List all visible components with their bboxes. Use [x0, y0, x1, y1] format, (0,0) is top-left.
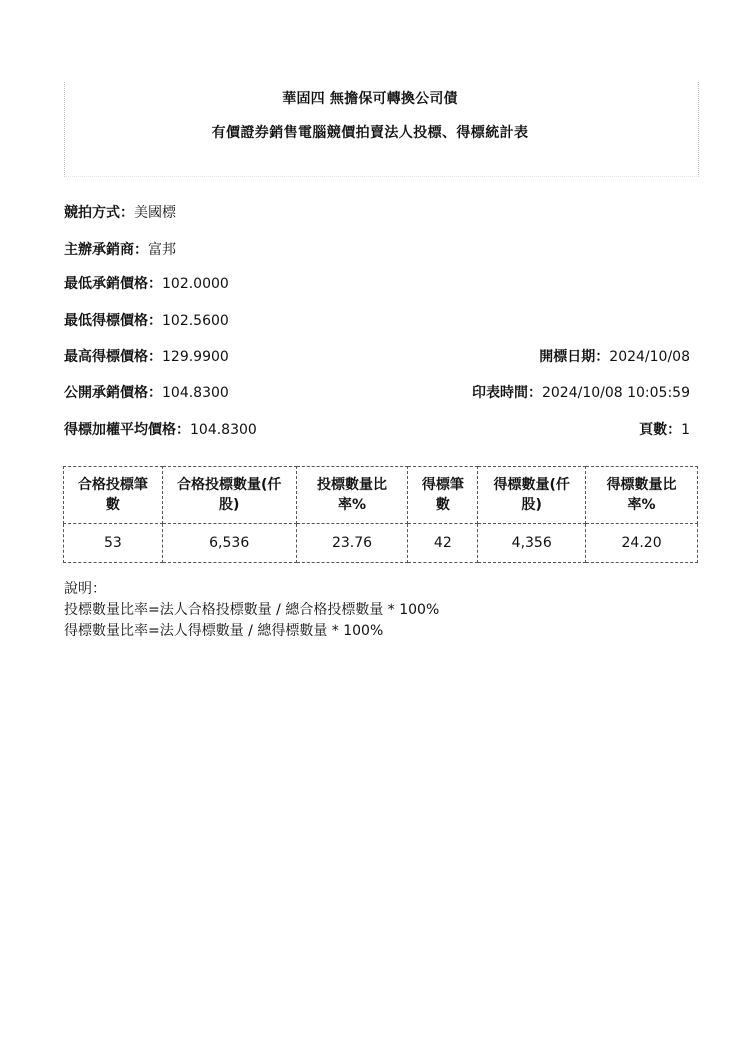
- field-weighted-avg-winning-price: [64, 419, 257, 439]
- field-value: 2024/10/08 10:05:59: [541, 385, 690, 401]
- field-min-winning-price: [64, 310, 229, 330]
- field-label: 得標加權平均價格：: [64, 422, 190, 438]
- field-label: 頁數：: [639, 422, 682, 438]
- field-min-underwriting-price: [64, 273, 229, 293]
- field-auction-method: [64, 202, 176, 222]
- field-value: 102.5600: [162, 313, 229, 329]
- header-winning-bid-count: 得標筆 數: [408, 467, 478, 524]
- field-public-underwriting-price: [64, 382, 229, 402]
- header-bid-quantity-ratio: 投標數量比 率%: [296, 467, 408, 524]
- field-max-winning-price: [64, 346, 229, 366]
- cell-winning-quantity-ratio: 24.20: [586, 524, 698, 563]
- field-value: 富邦: [148, 242, 176, 258]
- notes-heading: 說明：: [64, 581, 106, 597]
- field-value: 2024/10/08: [609, 349, 690, 365]
- table-row: [64, 524, 698, 563]
- field-value: 104.8300: [190, 422, 257, 438]
- cell-qualified-bid-count: 53: [64, 524, 163, 563]
- field-label: 印表時間：: [471, 385, 542, 401]
- field-value: 1: [681, 422, 690, 438]
- notes-section: [64, 579, 439, 642]
- field-label: 開標日期：: [539, 349, 610, 365]
- statistics-table: [63, 466, 698, 563]
- field-label: 公開承銷價格：: [64, 385, 162, 401]
- field-value: 102.0000: [162, 276, 229, 292]
- table-header-row: [64, 467, 698, 524]
- field-lead-underwriter: [64, 239, 176, 259]
- header-qualified-bid-count: 合格投標筆 數: [64, 467, 163, 524]
- header-qualified-bid-quantity: 合格投標數量(仟 股): [162, 467, 296, 524]
- field-page-number: [639, 419, 690, 439]
- cell-winning-quantity: 4,356: [478, 524, 586, 563]
- header-winning-quantity-ratio: 得標數量比 率%: [586, 467, 698, 524]
- field-label: 主辦承銷商：: [64, 242, 148, 258]
- field-label: 最低得標價格：: [64, 313, 162, 329]
- cell-winning-bid-count: 42: [408, 524, 478, 563]
- field-label: 最低承銷價格：: [64, 276, 162, 292]
- field-label: 最高得標價格：: [64, 349, 162, 365]
- cell-qualified-bid-quantity: 6,536: [162, 524, 296, 563]
- header-winning-quantity: 得標數量(仟 股): [478, 467, 586, 524]
- field-opening-date: [539, 346, 690, 366]
- cell-bid-quantity-ratio: 23.76: [296, 524, 408, 563]
- field-print-time: [472, 382, 690, 402]
- document-title: 華固四 無擔保可轉換公司債: [282, 91, 458, 107]
- note-line-bid-ratio: 投標數量比率=法人合格投標數量 / 總合格投標數量 * 100%: [64, 602, 440, 618]
- field-value: 104.8300: [162, 385, 229, 401]
- field-value: 美國標: [134, 205, 176, 221]
- document-subtitle: 有價證券銷售電腦競價拍賣法人投標、得標統計表: [211, 125, 529, 141]
- field-value: 129.9900: [162, 349, 229, 365]
- field-label: 競拍方式：: [64, 205, 134, 221]
- note-line-winning-ratio: 得標數量比率=法人得標數量 / 總得標數量 * 100%: [64, 623, 384, 639]
